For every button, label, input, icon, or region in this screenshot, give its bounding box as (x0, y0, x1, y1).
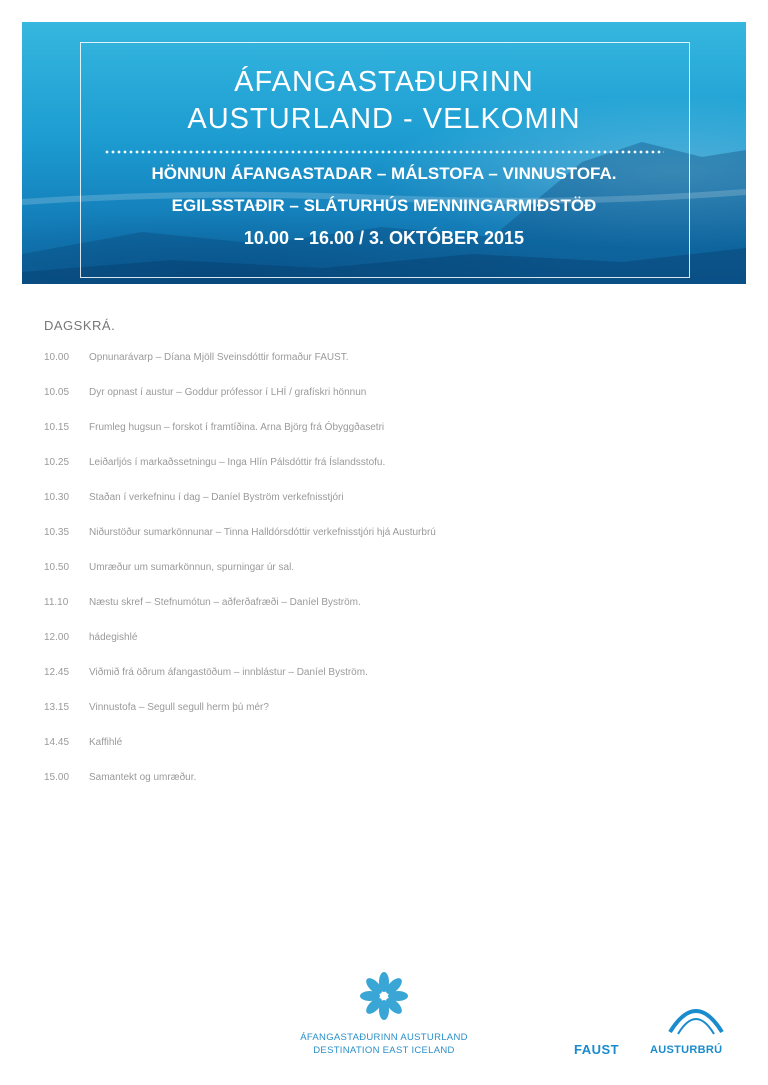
agenda-time: 10.00 (44, 352, 70, 363)
agenda-time: 10.50 (44, 562, 70, 573)
agenda-item (44, 737, 684, 755)
agenda-time: 13.15 (44, 702, 70, 713)
agenda-desc: Vinnustofa – Segull segull herm þú mér? (89, 702, 269, 713)
agenda-time: 10.05 (44, 387, 70, 398)
page-title-line2: AUSTURLAND - VELKOMIN (187, 103, 581, 135)
agenda-time: 12.45 (44, 667, 70, 678)
agenda-desc: Frumleg hugsun – forskot í framtíðina. Arna Björg frá Óbyggðasetri (89, 422, 385, 433)
agenda-heading: DAGSKRÁ. (44, 318, 116, 333)
agenda-time: 10.35 (44, 527, 70, 538)
agenda-desc: Umræður um sumarkönnun, spurningar úr sal. (89, 562, 295, 573)
bridge-arc-icon (664, 996, 728, 1040)
subtitle-line1: HÖNNUN ÁFANGASTADAR – MÁLSTOFA – VINNUSTOFA. (151, 164, 617, 183)
snowflake-logo-icon (354, 966, 414, 1026)
destination-logo-line1: ÁFANGASTAÐURINN AUSTURLAND (300, 1032, 468, 1043)
agenda-item (44, 492, 684, 510)
agenda-desc: Staðan í verkefninu í dag – Daníel Byström verkefnisstjóri (89, 492, 344, 503)
agenda-item (44, 667, 684, 685)
austurbru-logo: AUSTURBRÚ (650, 1044, 723, 1056)
subtitle-line2: EGILSSTAÐIR – SLÁTURHÚS MENNINGARMIÐSTÖÐ (171, 196, 597, 215)
agenda-time: 14.45 (44, 737, 70, 748)
agenda-time: 10.30 (44, 492, 70, 503)
agenda-desc: Leiðarljós í markaðssetningu – Inga Hlín Pálsdóttir frá Íslandsstofu. (89, 457, 386, 468)
agenda-time: 10.15 (44, 422, 70, 433)
agenda-item (44, 422, 684, 440)
agenda-time: 11.10 (44, 597, 69, 608)
agenda-item (44, 562, 684, 580)
agenda-desc: Samantekt og umræður. (89, 772, 197, 783)
agenda-item (44, 632, 684, 650)
agenda-item (44, 702, 684, 720)
header-banner (22, 22, 746, 284)
agenda-item (44, 352, 684, 370)
agenda-desc: Niðurstöður sumarkönnunar – Tinna Halldórsdóttir verkefnisstjóri hjá Austurbrú (89, 527, 436, 538)
agenda-time: 10.25 (44, 457, 70, 468)
agenda-item (44, 457, 684, 475)
agenda-item (44, 527, 684, 545)
agenda-time: 12.00 (44, 632, 70, 643)
agenda-desc: Opnunarávarp – Díana Mjöll Sveinsdóttir formaður FAUST. (89, 352, 349, 363)
agenda-desc: hádegishlé (89, 632, 138, 643)
page-title-line1: ÁFANGASTAÐURINN (234, 66, 534, 98)
agenda-desc: Næstu skref – Stefnumótun – aðferðafræði – Daníel Byström. (89, 597, 361, 608)
agenda-desc: Kaffihlé (89, 737, 123, 748)
agenda-desc: Dyr opnast í austur – Goddur prófessor í LHÍ / grafískri hönnun (89, 387, 367, 398)
agenda-item (44, 772, 684, 790)
destination-logo-line2: DESTINATION EAST ICELAND (313, 1045, 455, 1056)
agenda-desc: Viðmið frá öðrum áfangastöðum – innblástur – Daníel Byström. (89, 667, 368, 678)
agenda-time: 15.00 (44, 772, 70, 783)
faust-logo: FAUST (574, 1042, 620, 1057)
event-date: 10.00 – 16.00 / 3. OKTÓBER 2015 (243, 228, 525, 248)
agenda-item (44, 597, 684, 615)
dotted-divider (104, 149, 664, 155)
agenda-item (44, 387, 684, 405)
